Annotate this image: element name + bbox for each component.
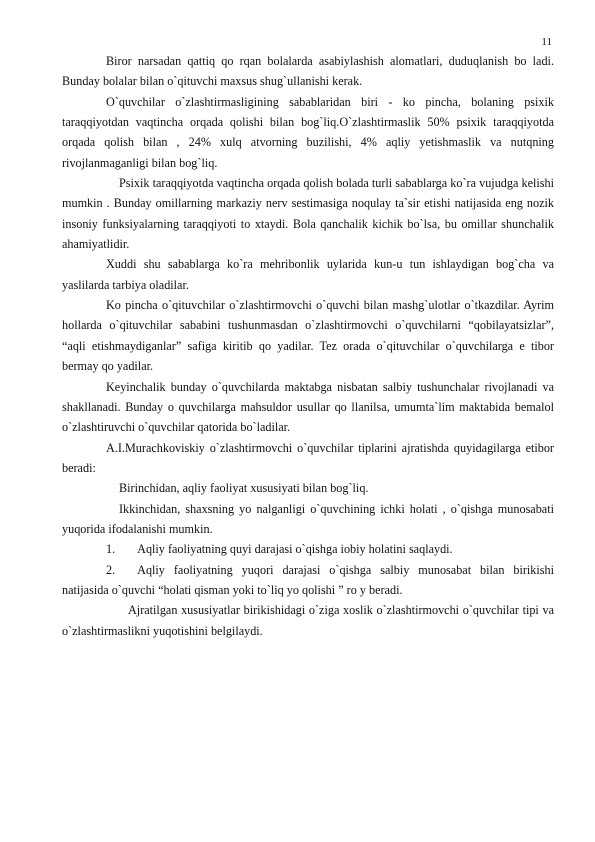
list-item-1 [62,539,554,559]
paragraph-6: Keyinchalik bunday o`quvchilarda maktabga nisbatan salbiy tushunchalar rivojlanadi va shakllanadi. Bunday o quvchilarga mahsuldor usullar qo llanilsa, umumta`lim maktabida bemalol o`zlashtiruvchi o`quvchilar qatorida bo`ladilar. [62,379,554,435]
closing-paragraph: Ajratilgan xususiyatlar birikishidagi o`ziga xoslik o`zlashtirmovchi o`quvchilar tipi va o`zlashtirmaslikni yuqotishini belgilaydi. [62,603,554,638]
page-number: 11 [541,36,552,48]
paragraph-1: Biror narsadan qattiq qo rqan bolalarda asabiylashish alomatlari, duduqlanish bo ladi. Bunday bolalar bilan o`qituvchi maxsus shug`ullanishi kerak. [62,54,554,89]
list-item-number: 1. [106,542,116,557]
paragraph-3: Psixik taraqqiyotda vaqtincha orqada qolish bolada turli sabablarga ko`ra vujudga kelishi mumkin . Bunday omillarning markaziy nerv sestimasiga noqulay ta`sir etishi natijasida eng nozik insoniy funksiyalarning taraqqiyoti to xtaydi. Bola qanchalik kichik bo`lsa, bu omillar shunchalik ahamiyatlidir. [62,176,554,252]
document-body [62,51,554,641]
paragraph-2: O`quvchilar o`zlashtirmasligining sabablaridan biri - ko pincha, bolaning psixik taraqqiyotdan vaqtincha orqada qolishi bilan bog`liq.O`zlashtirmaslik 50% psixik taraqqiyotda orqada qolish bilan , 24% xulq atvorning buzilishi, 4% aqliy yetishmaslik va nutqning rivojlanmaganligi bilan bog`liq. [62,94,554,170]
paragraph-4: Xuddi shu sabablarga ko`ra mehribonlik uylarida kun-u tun ishlaydigan bog`cha va yaslilarda tarbiya oladilar. [62,257,554,292]
list-item-2 [62,560,554,601]
paragraph-5: Ko pincha o`qituvchilar o`zlashtirmovchi o`quvchi bilan mashg`ulotlar o`tkazdilar. Ayrim hollarda o`qituvchilar sababini tushunmasdan o`zlashtirmovchi o`quvchilarni “qobilayatsizlar”, “aqli etishmaydiganlar” safiga kiritib qo yadilar. Tez orada o`qituvchilar o`quvchilarga e tibor bermay qo yadilar. [62,298,554,374]
paragraph-9: Ikkinchidan, shaxsning yo nalganligi o`quvchining ichki holati , o`qishga munosabati yuqorida ifodalanishi mumkin. [62,501,554,536]
paragraph-8: Birinchidan, aqliy faoliyat xususiyati bilan bog`liq. [119,481,369,496]
list-item-number: 2. [106,562,116,577]
list-item-text: Aqliy faoliyatning quyi darajasi o`qishga iobiy holatini saqlaydi. [137,542,453,557]
paragraph-7: A.I.Murachkoviskiy o`zlashtirmovchi o`quvchilar tiplarini ajratishda quyidagilarga etibor beradi: [62,440,554,475]
list-item-text: Aqliy faoliyatning yuqori darajasi o`qishga salbiy munosabat bilan birikishi natijasida o`quvchi “holati qisman yoki to`liq yo qolishi ” ro y beradi. [62,562,554,597]
